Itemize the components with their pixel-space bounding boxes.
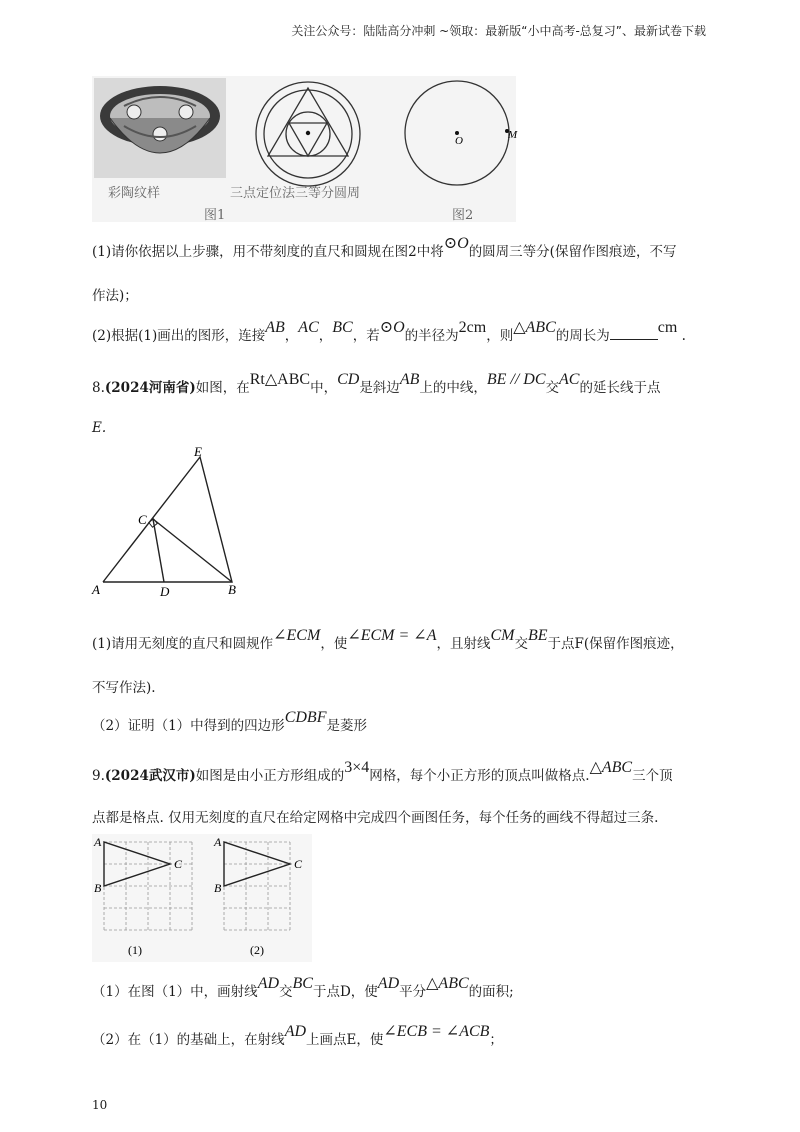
label-b: B — [228, 582, 236, 597]
g2-label-a: A — [214, 835, 222, 849]
label-m: M — [508, 129, 518, 141]
label-d: D — [160, 584, 170, 599]
q8-part1-line2: 不写作法). — [92, 680, 156, 696]
grid2-label: (2) — [250, 943, 264, 957]
label-c: C — [138, 512, 147, 527]
q9-grid-figures — [92, 834, 312, 962]
grid1-label: (1) — [128, 943, 142, 957]
g2-label-c: C — [294, 857, 303, 871]
figure-1 — [92, 76, 400, 222]
page-number: 10 — [92, 1098, 108, 1112]
q7-part2: (2)根据(1)画出的图形，连接AB，AC，BC，若⊙O的半径为2cm，则△ABC的周长为 cm . — [92, 319, 686, 344]
q8-triangle-figure — [90, 440, 250, 600]
q9-stem: 9.(2024武汉市)如图是由小正方形组成的3×4网格，每个小正方形的顶点叫做格点.△ABC三个顶 — [92, 759, 673, 784]
pottery-image — [94, 78, 226, 178]
q9-part1: （1）在图（1）中，画射线AD交BC于点D，使AD平分△ABC的面积; — [92, 975, 514, 1000]
fig1-caption-b: 三点定位法三等分圆周 — [230, 186, 361, 201]
fig2-label: 图2 — [452, 208, 474, 223]
q8-stem-end: E. — [92, 420, 107, 436]
circle-o-figure — [400, 76, 516, 192]
grid-svg — [92, 834, 312, 962]
label-o: O — [455, 135, 463, 147]
g1-label-b: B — [94, 881, 102, 895]
q7-part1-line1: (1)请你依据以上步骤，用不带刻度的直尺和圆规在图2中将⊙O的圆周三等分(保留作图痕迹，不写 — [92, 235, 677, 260]
g2-label-b: B — [214, 881, 222, 895]
q7-part1-line2: 作法)； — [92, 288, 138, 304]
label-e: E — [194, 444, 202, 459]
q8-part1-line1: (1)请用无刻度的直尺和圆规作∠ECM，使∠ECM = ∠A，且射线CM交BE于点F(保留作图痕迹， — [92, 627, 684, 652]
q9-stem-line2: 点都是格点. 仅用无刻度的直尺在给定网格中完成四个画图任务，每个任务的画线不得超过三条. — [92, 810, 659, 826]
math: ⊙O — [443, 235, 469, 252]
answer-blank — [610, 327, 658, 340]
g1-label-a: A — [94, 835, 102, 849]
fig1-caption-a: 彩陶纹样 — [108, 186, 161, 201]
circle-trisection-figure — [252, 78, 364, 190]
q9-part2: （2）在（1）的基础上，在射线AD上画点E，使∠ECB = ∠ACB； — [92, 1023, 503, 1048]
label-a: A — [92, 582, 100, 597]
fig1-label: 图1 — [204, 208, 226, 223]
q8-stem: 8.(2024河南省)如图，在Rt△ABC中，CD是斜边AB上的中线，BE // DC交AC的延长线于点 — [92, 371, 661, 396]
figure-2 — [400, 76, 516, 222]
page-header: 关注公众号：陆陆高分冲刺 ~领取：最新版“小中高考-总复习”、最新试卷下载 — [291, 24, 706, 38]
g1-label-c: C — [174, 857, 183, 871]
q8-part2: （2）证明（1）中得到的四边形CDBF是菱形 — [92, 709, 367, 734]
